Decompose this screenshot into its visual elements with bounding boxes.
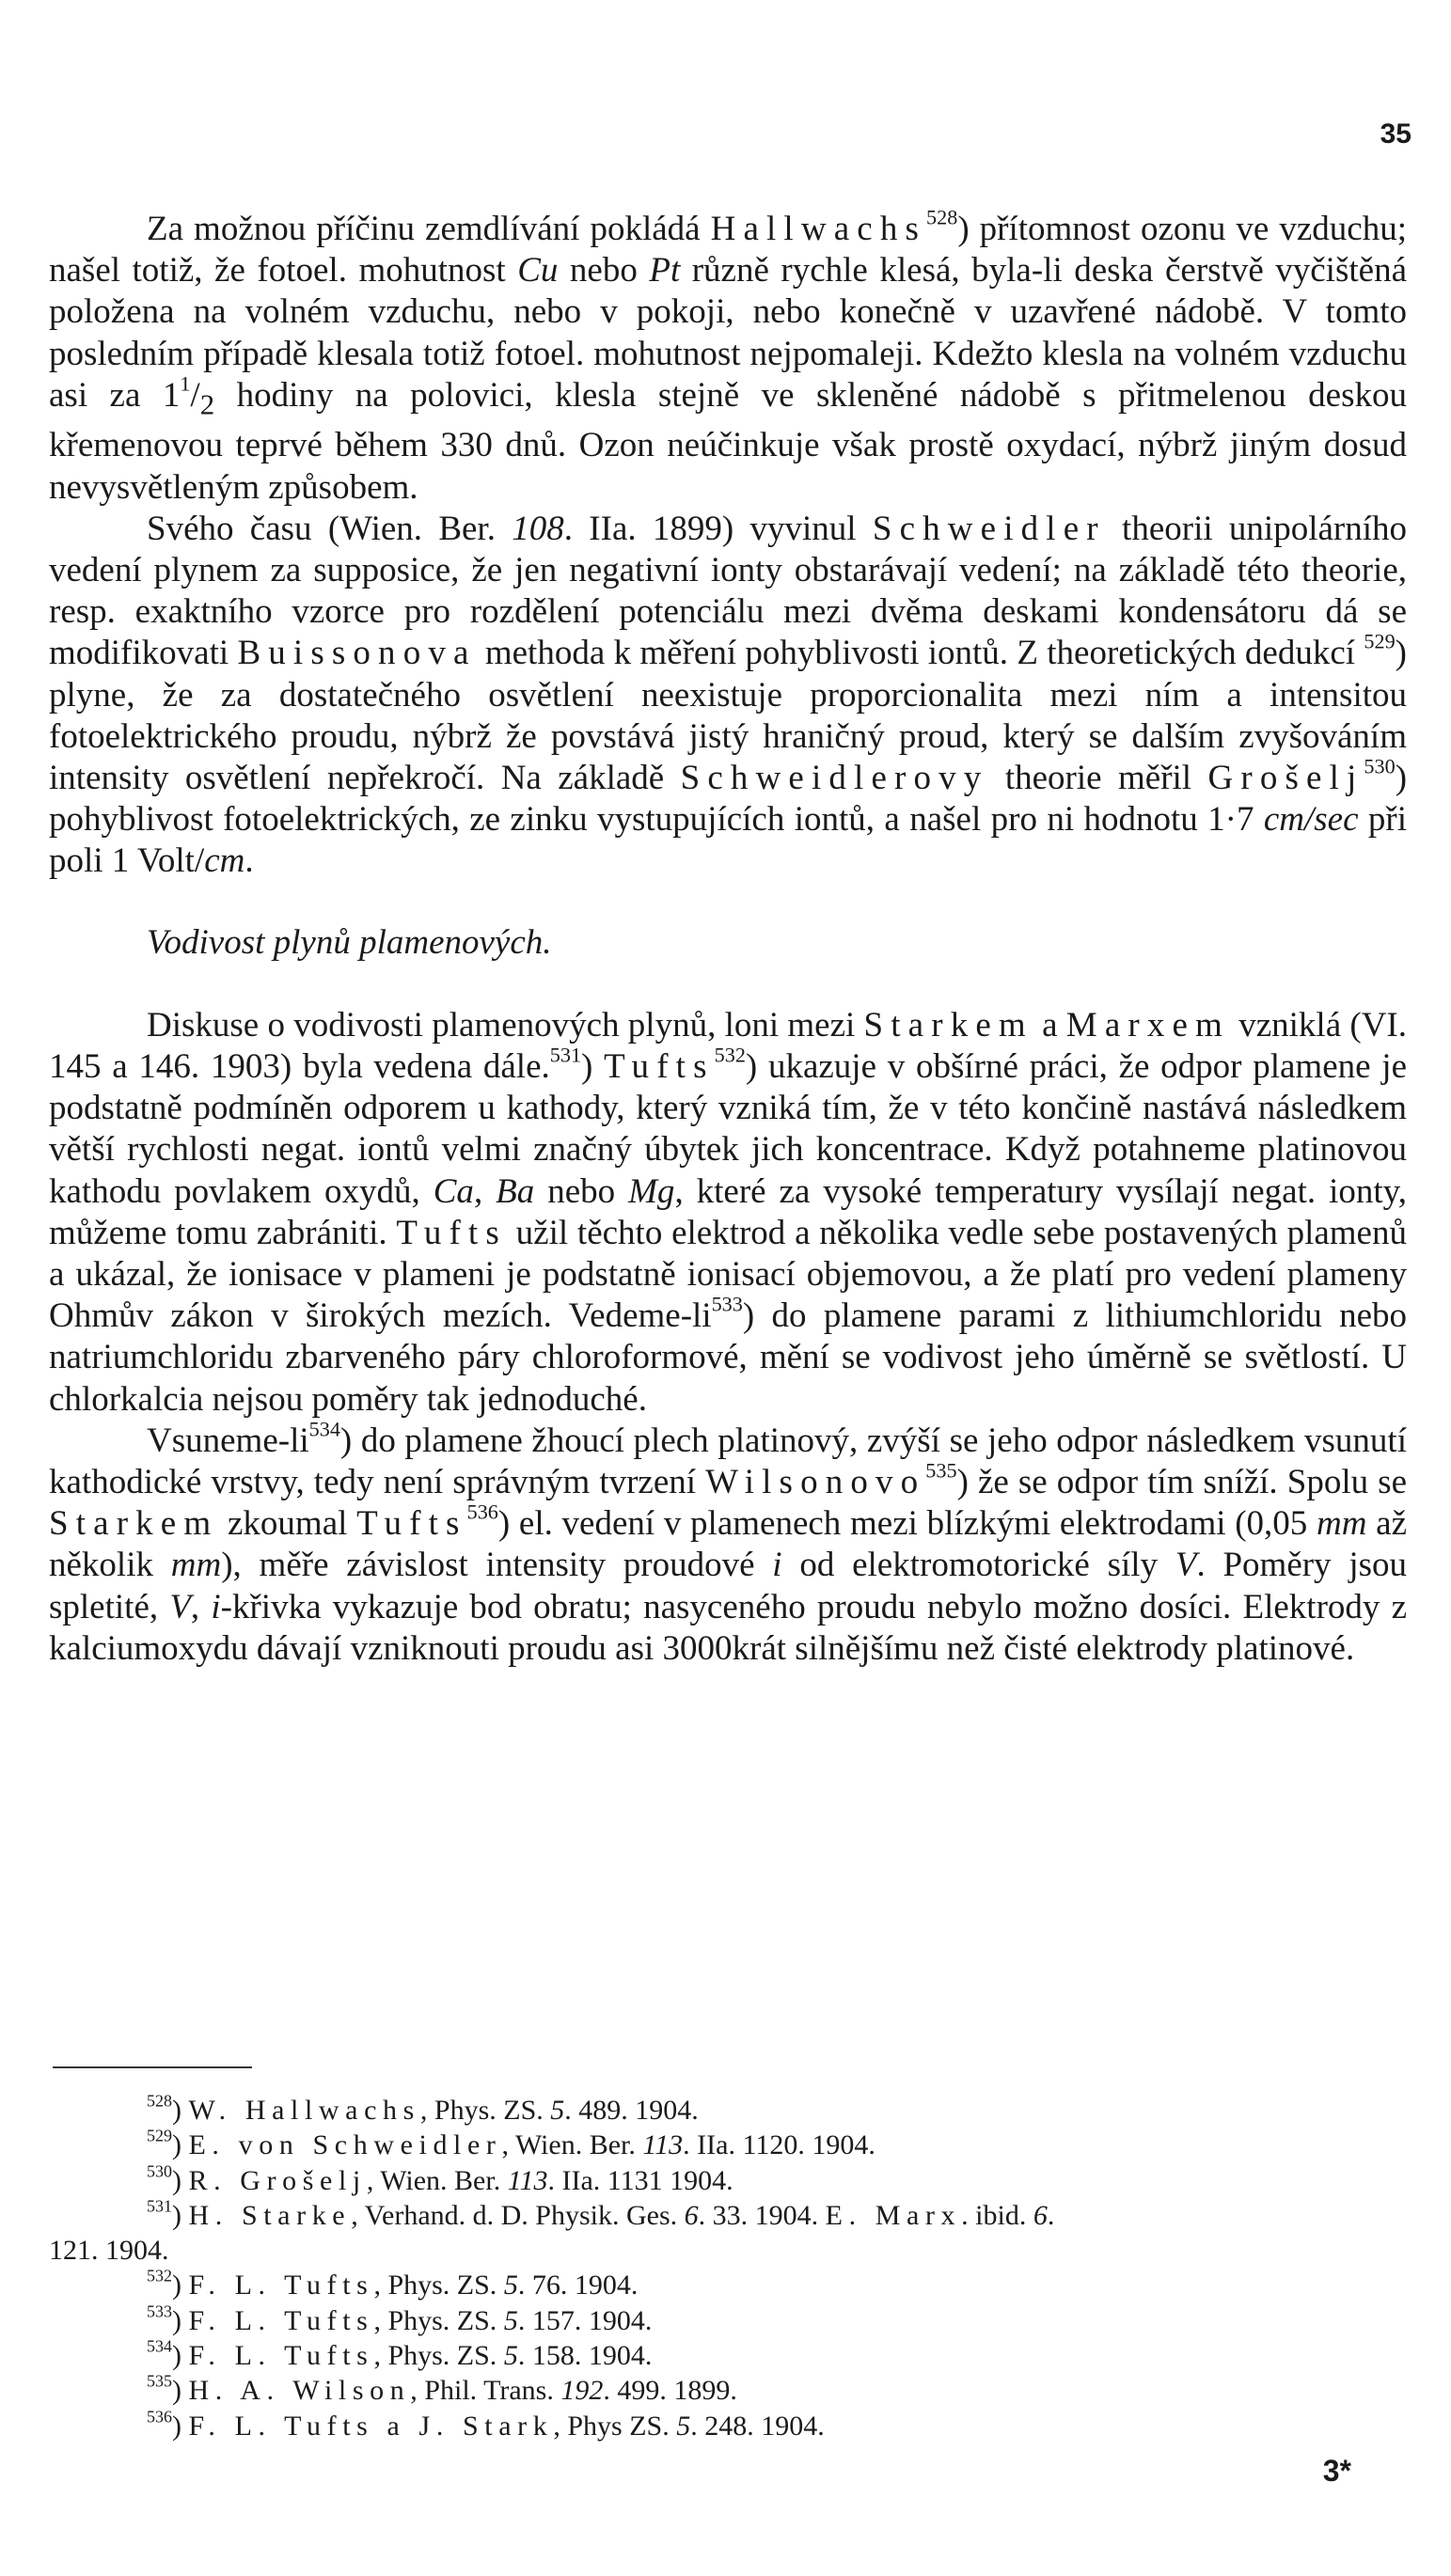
volume-number: 5 (503, 2270, 518, 2301)
author-name: Tufts (396, 1213, 507, 1252)
fraction-denominator: 2 (199, 388, 215, 421)
author-name: Schweidler (872, 509, 1106, 548)
author-name: Starkem (49, 1504, 219, 1544)
footnote: $^{535}$) H. A. Wilson, Phil. Trans. 192. 499. 1899. (147, 2371, 737, 2407)
footnote-ref[interactable]: 531 (549, 1043, 582, 1067)
section-heading: Vodivost plynů plamenových. (147, 922, 552, 962)
volume-number: 6 (684, 2199, 699, 2231)
math-symbol: V (169, 1587, 191, 1626)
footnote-author: F. L. Tufts (188, 2270, 374, 2301)
signature-mark: 3* (1322, 2454, 1351, 2488)
fraction-numerator: 1 (180, 371, 191, 396)
volume-number: 108 (512, 509, 564, 548)
footnote-divider (53, 2066, 252, 2068)
footnote-number: 534 (147, 2336, 172, 2356)
paragraph: Diskuse o vodivosti plamenových plynů, loni mezi Starkem a Marxem vzniklá (VI. 145 a 146. 1903) byla vedena dále.$^{531}$) Tufts$^{532}$) ukazuje v obšírné práci, že odpor plamene je podstatně podmíněn odporem u kathody, který vzniká tím, že v této končině nastává následkem větší rychlosti negat. iontů velmi značný úbytek jich koncentrace. Když potahneme platinovou kathodu povlakem oxydů, Ca, Ba nebo Mg, které za vysoké temperatury vysílají negat. ionty, můžeme tomu zabrániti. Tufts užil těchto elektrod a několika vedle sebe postavených plamenů a ukázal, že ionisace v plameni je podstatně ionisací objemovou, a že platí pro vedení plameny Ohmův zákon v širokých mezích. Vedeme-$li^{533}$) do plamene parami z lithiumchloridu nebo natriumchloridu zbarveného páry chloroformové, mění se vodivost jeho úměrně se světlostí. U chlorkalcia nejsou poměry tak jednoduché. (49, 1005, 1407, 1419)
footnote-author: F. L. Tufts (188, 2304, 374, 2336)
author-name: Tufts (604, 1047, 715, 1087)
footnotes (49, 2093, 1407, 2443)
footnote: $^{531}$) H. Starke, Verhand. d. D. Physik. Ges. 6. 33. 1904. E. Marx. ibid. 6. (147, 2196, 1055, 2231)
footnote-author: H. A. Wilson (188, 2375, 411, 2407)
footnote-number: 531 (147, 2196, 172, 2216)
footnote-ref[interactable]: 530 (1364, 754, 1396, 778)
author-name: Schweidlerovy (680, 759, 989, 798)
volume-number: 192 (560, 2375, 604, 2407)
footnote: $^{530}$) R. Grošelj, Wien. Ber. 113. IIa. 1131 1904. (147, 2161, 733, 2196)
footnote: $^{529}$) E. von Schweidler, Wien. Ber. 113. IIa. 1120. 1904. (147, 2126, 875, 2161)
math-symbol: V (1175, 1546, 1197, 1585)
footnote-ref[interactable]: 536 (466, 1500, 498, 1524)
author-name: Grošelj (1207, 759, 1364, 798)
footnote-author: R. Grošelj (188, 2164, 367, 2196)
author-name: Tufts (356, 1504, 467, 1544)
author-name: Wilsonovo (705, 1463, 926, 1502)
body-text (49, 205, 1408, 1670)
unit: cm/sec (1263, 800, 1359, 840)
footnote: $^{533}$) F. L. Tufts, Phys. ZS. 5. 157. 1904. (147, 2301, 653, 2336)
footnote-author: F. L. Tufts (188, 2340, 374, 2372)
math-symbol: i (211, 1587, 221, 1626)
paragraph: Vsuneme-$li^{534}$) do plamene žhoucí plech platinový, zvýší se jeho odpor následkem vsunutí kathodické vrstvy, tedy není správným tvrzení Wilsonovo$^{535}$) že se odpor tím sníží. Spolu se Starkem zkoumal Tufts$^{536}$) el. vedení v plamenech mezi blízkými elektrodami (0,05 mm až několik mm), měře závislost intensity proudové i od elektromotorické síly V. Poměry jsou spletité, V, i-křivka vykazuje bod obratu; nasyceného proudu nebylo možno dosíci. Elektrody z kalciumoxydu dávají vzniknouti proudu asi 3000krát silnějšímu než čisté elektrody platinové. (49, 1417, 1408, 1668)
page-number: 35 (1380, 118, 1412, 149)
volume-number: 113 (642, 2129, 684, 2161)
footnote-ref[interactable]: 532 (714, 1043, 746, 1067)
volume-number: 5 (503, 2304, 518, 2336)
footnote-continuation: 121. 1904. (49, 2235, 169, 2267)
paragraph: Za možnou příčinu zemdlívání pokládá Hallwachs$^{528}$) přítomnost ozonu ve vzduchu; našel totiž, že fotoel. mohutnost Cu nebo Pt různě rychle klesá, byla-li deska čerstvě vyčištěná položena na volném vzduchu, nebo v pokoji, nebo konečně v uzavřené nádobě. V tomto posledním případě klesala totiž fotoel. mohutnost nejpomaleji. Kdežto klesla na volném vzduchu asi za $1^1/_2$ hodiny na polovici, klesla stejně ve skleněné nádobě s přitmelenou deskou křemenovou teprvé během 330 dnů. Ozon neúčinkuje však prostě oxydací, nýbrž jiným dosud nevysvětleným způsobem. (49, 205, 1407, 507)
footnote-number: 533 (147, 2301, 172, 2321)
paragraph: Svého času (Wien. Ber. 108. IIa. 1899) vyvinul Schweidler theorii unipolárního vedení plynem za supposice, že jen negativní ionty obstarávají vedení; na základě této theorie, resp. exaktního vzorce pro rozdělení potenciálu mezi dvěma deskami kondensátoru dá se modifikovati Buissonova methoda k měření pohyblivosti iontů. Z theoretických dedukcí $^{529}$) plyne, že za dostatečného osvětlení neexistuje proporcionalita mezi ním a intensitou fotoelektrického proudu, nýbrž že povstává jistý hraničný proud, který se dalším zvyšováním intensity osvětlení nepřekročí. Na základě Schweidlerovy theorie měřil Grošelj$^{530}$) pohyblivost fotoelektrických, ze zinku vystupujících iontů, a našel pro ni hodnotu 1·7 cm/sec při poli 1 Volt/cm. (49, 509, 1408, 881)
footnote-ref[interactable]: 535 (925, 1458, 957, 1483)
author-name: Hallwachs (710, 210, 927, 248)
chem-symbol: Mg (628, 1171, 675, 1211)
volume-number: 5 (676, 2410, 691, 2442)
chem-symbol: Ba (496, 1171, 535, 1211)
footnote-author: E. von Schweidler (188, 2129, 502, 2161)
volume-number: 113 (507, 2164, 548, 2196)
footnote: $^{536}$) F. L. Tufts a J. Stark, Phys ZS. 5. 248. 1904. (147, 2407, 825, 2442)
unit: mm (1317, 1504, 1367, 1544)
chem-symbol: Pt (649, 251, 681, 291)
footnote-ref[interactable]: 533 (711, 1292, 743, 1316)
footnote-number: 529 (147, 2126, 172, 2145)
author-name: Starkem (863, 1005, 1033, 1045)
author-name: Marxem (1065, 1005, 1230, 1045)
chem-symbol: Cu (517, 251, 559, 291)
footnote-number: 535 (147, 2371, 172, 2391)
unit: cm (204, 841, 245, 881)
footnote-number: 536 (147, 2407, 172, 2427)
footnote-ref[interactable]: 528 (926, 205, 958, 229)
footnote-author: F. L. Tufts a J. Stark (188, 2410, 554, 2442)
footnote: $^{534}$) F. L. Tufts, Phys. ZS. 5. 158. 1904. (147, 2336, 653, 2372)
footnote-author: E. Marx (825, 2199, 962, 2231)
footnote-author: W. Hallwachs (188, 2095, 420, 2126)
author-name: Buissonova (237, 634, 477, 673)
footnote: $^{528}$) W. Hallwachs, Phys. ZS. 5. 489. 1904. (147, 2091, 699, 2126)
footnote-number: 530 (147, 2161, 172, 2181)
math-symbol: i (772, 1546, 782, 1585)
footnote-number: 532 (147, 2266, 172, 2285)
footnote: $^{532}$) F. L. Tufts, Phys. ZS. 5. 76. 1904. (147, 2266, 639, 2301)
volume-number: 5 (503, 2340, 518, 2372)
chem-symbol: Ca (433, 1171, 474, 1211)
footnote-author: H. Starke (188, 2199, 352, 2231)
unit: mm (170, 1546, 222, 1585)
fraction-slash: / (190, 375, 200, 415)
footnote-ref[interactable]: 534 (308, 1417, 340, 1441)
footnote-ref[interactable]: 529 (1364, 629, 1396, 653)
volume-number: 6 (1033, 2199, 1048, 2231)
volume-number: 5 (550, 2095, 565, 2126)
footnote-number: 528 (147, 2091, 172, 2111)
